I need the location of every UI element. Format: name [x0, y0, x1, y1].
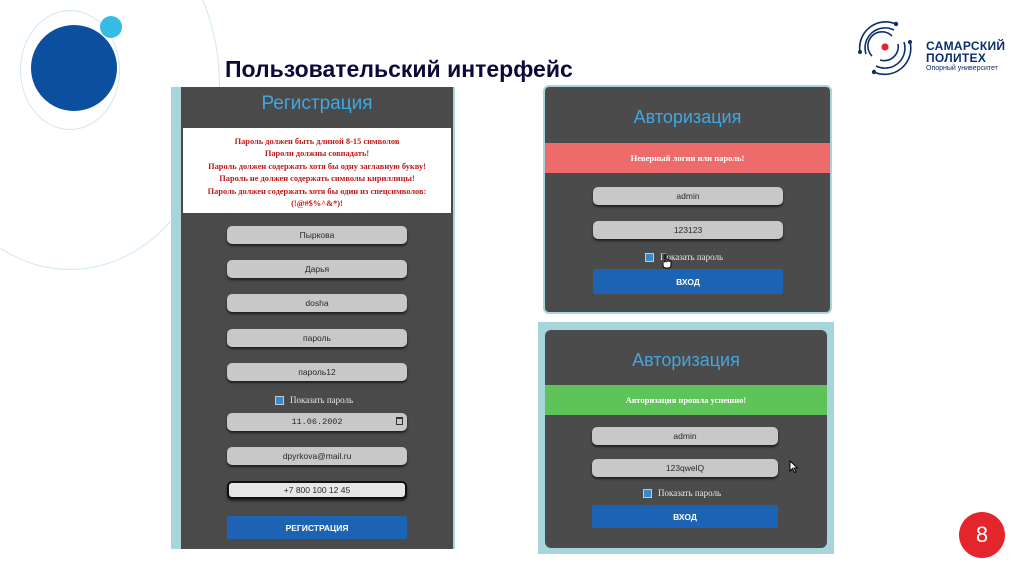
auth-title: Авторизация	[633, 107, 742, 127]
slide-title: Пользовательский интерфейс	[225, 56, 573, 82]
hand-cursor-icon	[661, 253, 673, 269]
show-password-label: Показать пароль	[658, 488, 722, 498]
auth-error-banner: Неверный логин или пароль!	[545, 143, 830, 173]
error-message: Пароль должен содержать хотя бы одну заглавную букву!	[208, 161, 426, 171]
auth-password-input[interactable]: 123123	[593, 221, 783, 239]
auth-login-input[interactable]: admin	[593, 187, 783, 205]
logo-emblem-icon	[852, 16, 918, 78]
birth-date-value: 11.06.2002	[291, 417, 343, 427]
auth-title: Авторизация	[632, 350, 740, 370]
logo-name-line1: САМАРСКИЙ	[926, 39, 1006, 53]
show-password-checkbox[interactable]	[643, 489, 652, 498]
show-password-toggle[interactable]	[643, 488, 721, 498]
password-confirm-input[interactable]: пароль12	[227, 363, 407, 381]
auth-password-input[interactable]: 123qwelQ	[592, 459, 778, 477]
auth-success-banner: Авторизация прошла успешно!	[545, 385, 827, 415]
error-message: Пароль должен содержать хотя бы один из спецсимволов:	[207, 186, 427, 196]
decorative-circle-blue	[31, 25, 117, 111]
login-button[interactable]: ВХОД	[592, 505, 778, 528]
auth-form-success	[545, 330, 827, 548]
last-name-input[interactable]: Пыркова	[227, 226, 407, 244]
show-password-label: Показать пароль	[290, 395, 354, 405]
phone-input[interactable]: +7 800 100 12 45	[227, 481, 407, 499]
registration-title: Регистрация	[261, 93, 373, 114]
logo-name-line2: ПОЛИТЕХ	[926, 51, 987, 65]
error-message: Пароль должен быть длиной 8-15 символов	[234, 137, 400, 146]
show-password-checkbox[interactable]	[275, 396, 284, 405]
error-message: (!@#$%^&*)!	[291, 199, 343, 209]
login-button[interactable]: ВХОД	[593, 269, 783, 294]
registration-error-box	[183, 128, 451, 213]
university-logo	[852, 16, 1012, 78]
registration-form	[181, 87, 453, 549]
pointer-cursor-icon	[789, 460, 799, 474]
error-message: Пароль не должен содержать символы кириллицы!	[219, 174, 415, 184]
password-input[interactable]: пароль	[227, 329, 407, 347]
calendar-icon[interactable]	[396, 417, 403, 425]
logo-subtitle: Опорный университет	[926, 65, 998, 72]
login-input[interactable]: dosha	[227, 294, 407, 312]
register-button[interactable]: РЕГИСТРАЦИЯ	[227, 516, 407, 539]
first-name-input[interactable]: Дарья	[227, 260, 407, 278]
error-message: Пароли должны совпадать!	[264, 149, 370, 159]
show-password-label: Показать пароль	[660, 252, 724, 262]
decorative-circle-cyan	[100, 16, 122, 38]
show-password-toggle[interactable]	[645, 252, 723, 262]
email-input[interactable]: dpyrkova@mail.ru	[227, 447, 407, 465]
show-password-checkbox[interactable]	[645, 253, 654, 262]
birth-date-input[interactable]	[227, 413, 407, 431]
show-password-toggle[interactable]	[275, 395, 353, 405]
auth-login-input[interactable]: admin	[592, 427, 778, 445]
page-number-badge: 8	[959, 512, 1005, 558]
auth-form-failed	[543, 85, 832, 314]
